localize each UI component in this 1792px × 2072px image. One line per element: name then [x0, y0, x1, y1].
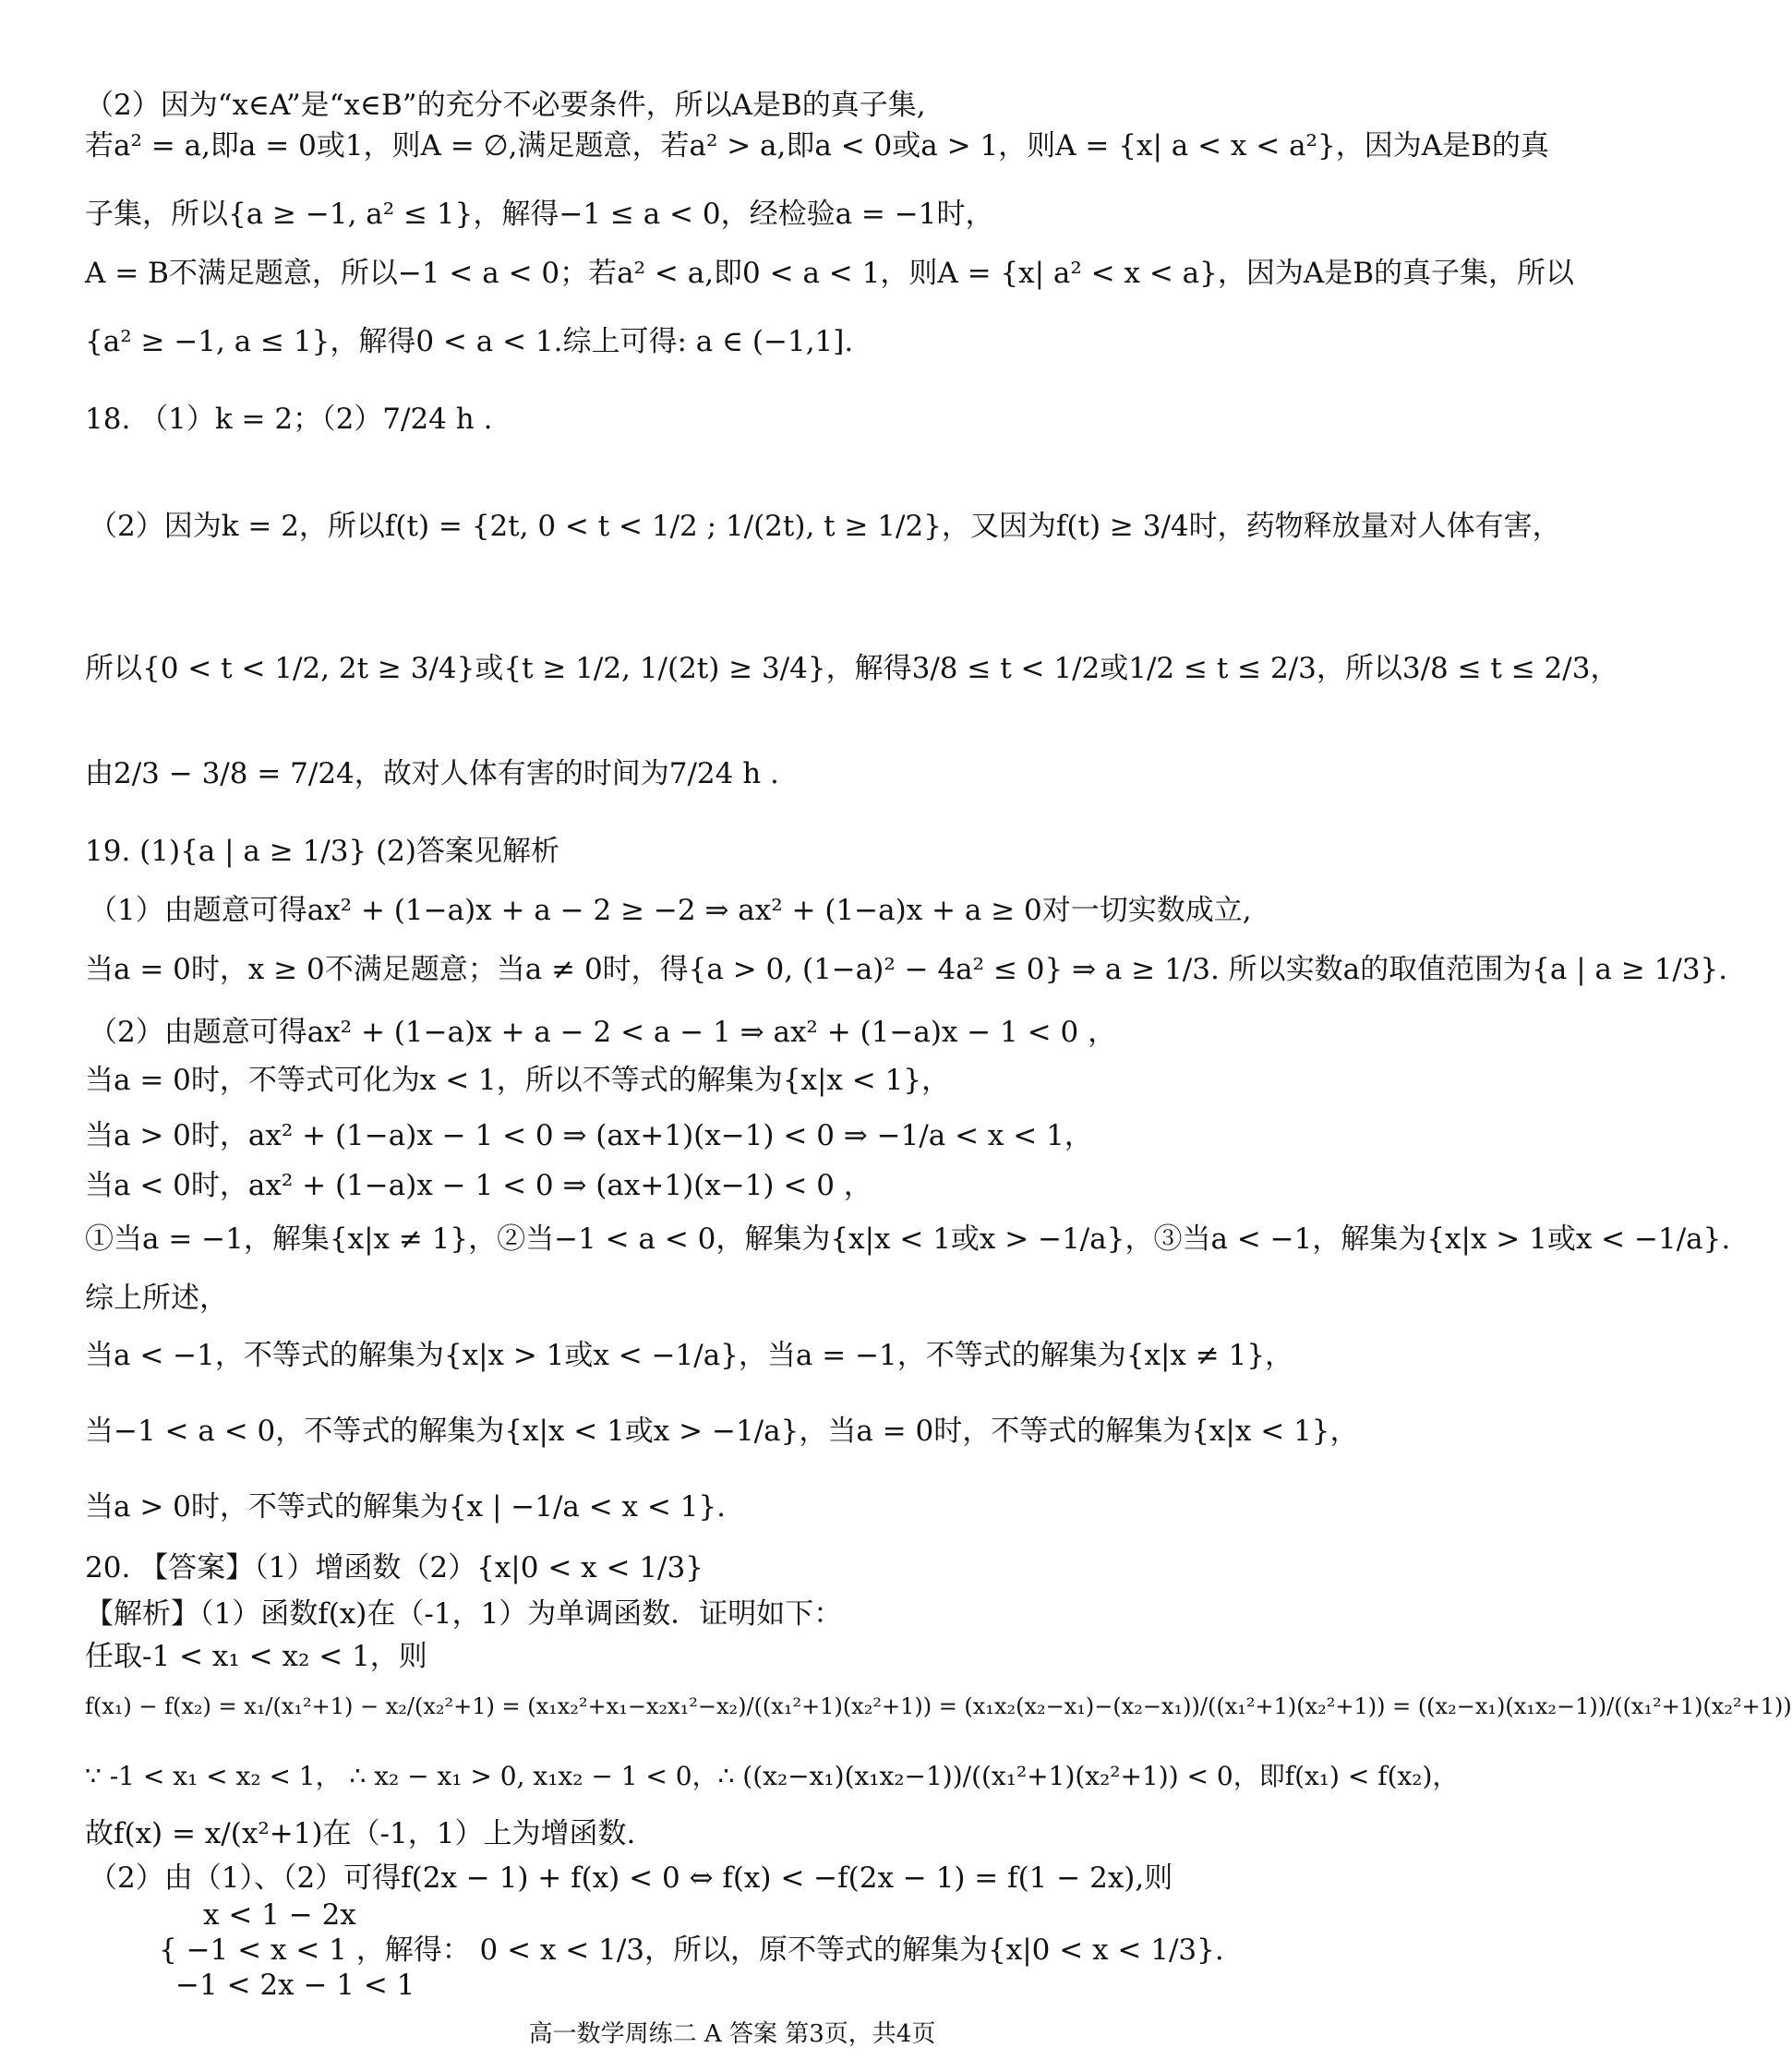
text-line: A = B不满足题意，所以−1 < a < 0；若a² < a,即0 < a < 1，则A = {x| a² < x < a}，因为A是B的真子集，所以	[85, 257, 1575, 290]
text-line: 当a > 0时，不等式的解集为{x | −1/a < x < 1}.	[85, 1490, 727, 1524]
text-line: x < 1 − 2x	[203, 1898, 356, 1932]
text-line: 当a = 0时，x ≥ 0不满足题意；当a ≠ 0时，得{a > 0, (1−a)² − 4a² ≤ 0} ⇒ a ≥ 1/3. 所以实数a的取值范围为{a | a ≥ 1/3}.	[85, 953, 1728, 986]
text-line: 当a < 0时，ax² + (1−a)x − 1 < 0 ⇒ (ax+1)(x−1) < 0 ，	[85, 1169, 872, 1202]
text-line: 当a < −1，不等式的解集为{x|x > 1或x < −1/a}，当a = −1，不等式的解集为{x|x ≠ 1}，	[85, 1339, 1294, 1372]
page-footer: 高一数学周练二 A 答案 第3页，共4页	[528, 2020, 936, 2048]
text-line: （2）因为k = 2，所以f(t) = {2t, 0 < t < 1/2 ; 1/(2t), t ≥ 1/2}，又因为f(t) ≥ 3/4时，药物释放量对人体有害，	[89, 510, 1561, 543]
text-line: 当a = 0时，不等式可化为x < 1，所以不等式的解集为{x|x < 1}，	[85, 1064, 951, 1097]
text-line: （2）因为“x∈A”是“x∈B”的充分不必要条件，所以A是B的真子集,	[85, 89, 926, 122]
text-line: { −1 < x < 1 ，解得： 0 < x < 1/3，所以，原不等式的解集为{x|0 < x < 1/3}.	[159, 1933, 1224, 1967]
text-line: f(x₁) − f(x₂) = x₁/(x₁²+1) − x₂/(x₂²+1) = (x₁x₂²+x₁−x₂x₁²−x₂)/((x₁²+1)(x₂²+1)) = (x₁x₂(x₂−x₁)−(x₂−x₁))/((x₁²+1)(x₂²+1)) = ((x₂−x₁)(x₁x₂−1))/((x₁²+1)(x₂²+1))	[85, 1693, 1792, 1719]
text-line: 【解析】（1）函数f(x)在（-1，1）为单调函数．证明如下：	[85, 1597, 843, 1631]
text-line: 所以{0 < t < 1/2, 2t ≥ 3/4}或{t ≥ 1/2, 1/(2t) ≥ 3/4}，解得3/8 ≤ t < 1/2或1/2 ≤ t ≤ 2/3，所以3/8 ≤ t ≤ 2/3，	[85, 652, 1619, 685]
text-line: ①当a = −1，解集{x|x ≠ 1}，②当−1 < a < 0，解集为{x|x < 1或x > −1/a}，③当a < −1，解集为{x|x > 1或x < −1/a}.	[85, 1223, 1731, 1256]
text-line: 故f(x) = x/(x²+1)在（-1，1）上为增函数.	[85, 1817, 636, 1850]
text-line: （1）由题意可得ax² + (1−a)x + a − 2 ≥ −2 ⇒ ax² + (1−a)x + a ≥ 0对一切实数成立,	[89, 894, 1252, 927]
text-line: 当−1 < a < 0，不等式的解集为{x|x < 1或x > −1/a}，当a = 0时，不等式的解集为{x|x < 1}，	[85, 1415, 1359, 1448]
text-line: 综上所述，	[85, 1282, 228, 1315]
text-line: 子集，所以{a ≥ −1, a² ≤ 1}，解得−1 ≤ a < 0，经检验a = −1时，	[85, 198, 994, 231]
text-line: 当a > 0时，ax² + (1−a)x − 1 < 0 ⇒ (ax+1)(x−1) < 0 ⇒ −1/a < x < 1，	[85, 1119, 1093, 1152]
text-line: 若a² = a,即a = 0或1，则A = ∅,满足题意，若a² > a,即a < 0或a > 1，则A = {x| a < x < a²}，因为A是B的真	[85, 129, 1549, 163]
text-line: （2）由（1）、（2）可得f(2x − 1) + f(x) < 0 ⇔ f(x) < −f(2x − 1) = f(1 − 2x),则	[89, 1861, 1173, 1895]
text-line: {a² ≥ −1, a ≤ 1}，解得0 < a < 1.综上可得: a ∈ (−1,1].	[85, 325, 854, 358]
text-line: （2）由题意可得ax² + (1−a)x + a − 2 < a − 1 ⇒ ax² + (1−a)x − 1 < 0 ，	[89, 1016, 1117, 1049]
question-20-answer: 20. 【答案】（1）增函数（2）{x|0 < x < 1/3}	[85, 1551, 704, 1584]
text-line: 任取-1 < x₁ < x₂ < 1，则	[85, 1640, 427, 1673]
text-line: ∵ -1 < x₁ < x₂ < 1， ∴ x₂ − x₁ > 0, x₁x₂ − 1 < 0，∴ ((x₂−x₁)(x₁x₂−1))/((x₁²+1)(x₂²+1)) < 0，即f(x₁) < f(x₂)，	[85, 1761, 1459, 1791]
text-line: −1 < 2x − 1 < 1	[175, 1969, 415, 2002]
text-line: 由2/3 − 3/8 = 7/24，故对人体有害的时间为7/24 h .	[85, 757, 779, 790]
question-19-answer: 19. (1){a | a ≥ 1/3} (2)答案见解析	[85, 835, 559, 868]
question-18-answer: 18. （1）k = 2；（2）7/24 h .	[85, 403, 493, 436]
